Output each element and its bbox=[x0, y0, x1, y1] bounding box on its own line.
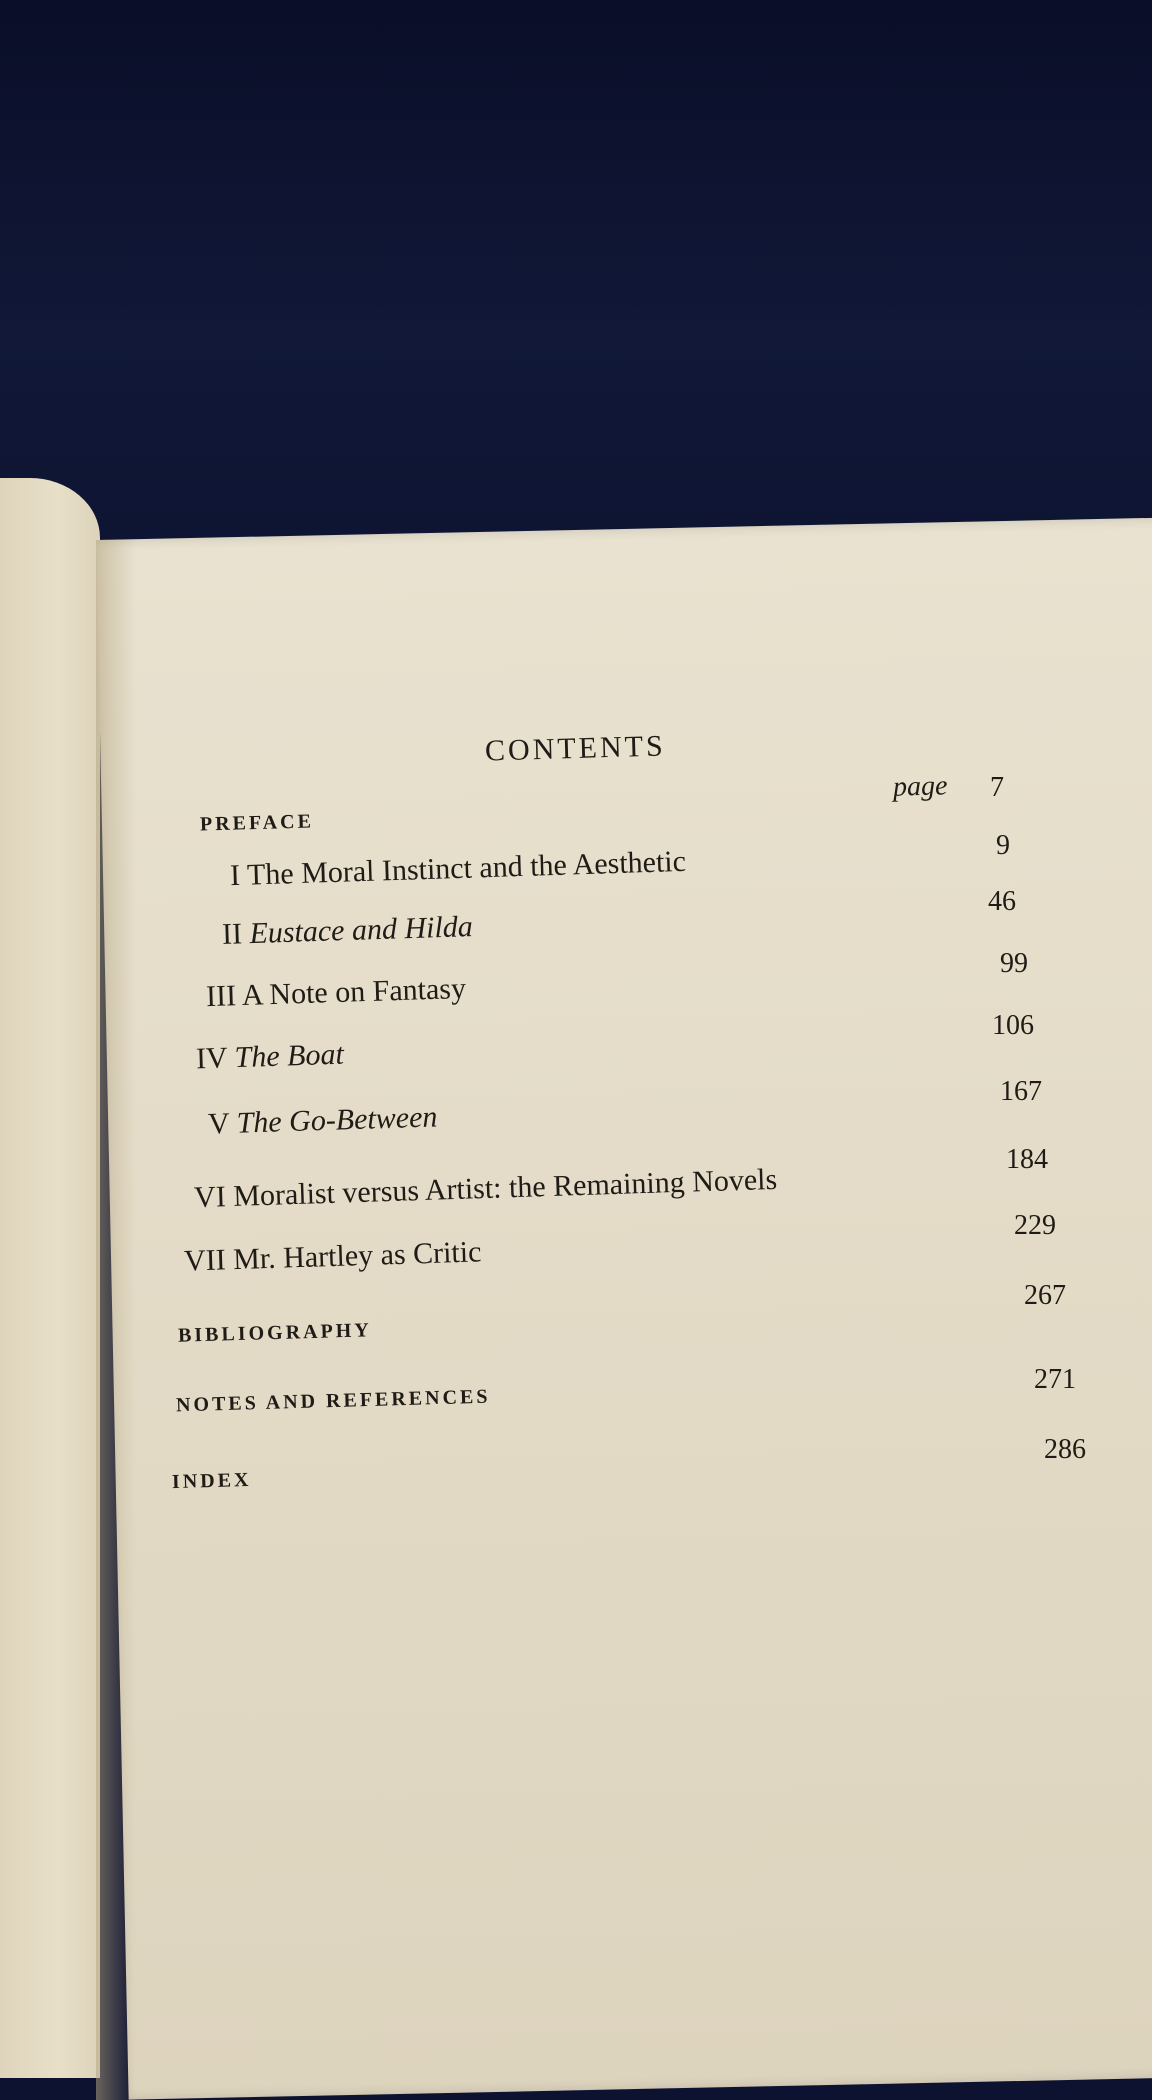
toc-entry-bibliography bbox=[178, 1319, 372, 1347]
entry-page-number: 184 bbox=[1006, 1144, 1048, 1175]
toc-entry-chapter-2 bbox=[222, 910, 474, 952]
chapter-numeral: VII bbox=[183, 1243, 227, 1278]
entry-page-number: 286 bbox=[1044, 1434, 1086, 1465]
toc-entry-chapter-5 bbox=[208, 1100, 438, 1141]
chapter-numeral: VI bbox=[193, 1180, 227, 1215]
entry-page-number: 229 bbox=[1014, 1210, 1056, 1241]
chapter-numeral: II bbox=[221, 917, 243, 951]
chapter-numeral: V bbox=[207, 1106, 230, 1141]
entry-label: PREFACE bbox=[199, 810, 315, 836]
entry-label: Mr. Hartley as Critic bbox=[232, 1235, 482, 1277]
entry-label: BIBLIOGRAPHY bbox=[177, 1319, 373, 1347]
entry-label: Moralist versus Artist: the Remaining Novels bbox=[232, 1162, 778, 1213]
entry-label: A Note on Fantasy bbox=[241, 971, 467, 1012]
page-title: CONTENTS bbox=[484, 729, 667, 768]
chapter-numeral: III bbox=[205, 979, 237, 1014]
chapter-numeral: I bbox=[229, 858, 241, 893]
entry-page-number: 7 bbox=[990, 772, 1004, 803]
entry-label: The Moral Instinct and the Aesthetic bbox=[246, 844, 687, 892]
toc-entry-notes-and-references bbox=[176, 1386, 491, 1418]
entry-label: INDEX bbox=[171, 1468, 252, 1494]
toc-entry-chapter-3 bbox=[206, 972, 467, 1014]
entry-label: Eustace and Hilda bbox=[248, 910, 474, 951]
entry-page-number: 99 bbox=[1000, 948, 1028, 979]
chapter-numeral: IV bbox=[195, 1041, 228, 1076]
entry-page-number: 271 bbox=[1034, 1364, 1076, 1395]
entry-page-number: 167 bbox=[1000, 1076, 1042, 1107]
entry-page-number: 46 bbox=[988, 886, 1016, 917]
entry-label: NOTES AND REFERENCES bbox=[175, 1385, 491, 1417]
toc-entry-index bbox=[172, 1469, 252, 1494]
entry-page-number: 267 bbox=[1024, 1280, 1066, 1311]
entry-label: The Go-Between bbox=[236, 1100, 438, 1140]
toc-entry-chapter-4 bbox=[196, 1038, 345, 1077]
toc-entry-chapter-7 bbox=[184, 1235, 482, 1278]
page-column-label: page bbox=[892, 770, 948, 803]
toc-entry-chapter-1 bbox=[230, 845, 687, 893]
entry-page-number: 106 bbox=[992, 1010, 1034, 1041]
entry-page-number: 9 bbox=[996, 830, 1010, 861]
toc-entry-preface bbox=[200, 811, 315, 837]
toc-entry-chapter-6 bbox=[194, 1163, 778, 1215]
entry-label: The Boat bbox=[234, 1037, 345, 1075]
